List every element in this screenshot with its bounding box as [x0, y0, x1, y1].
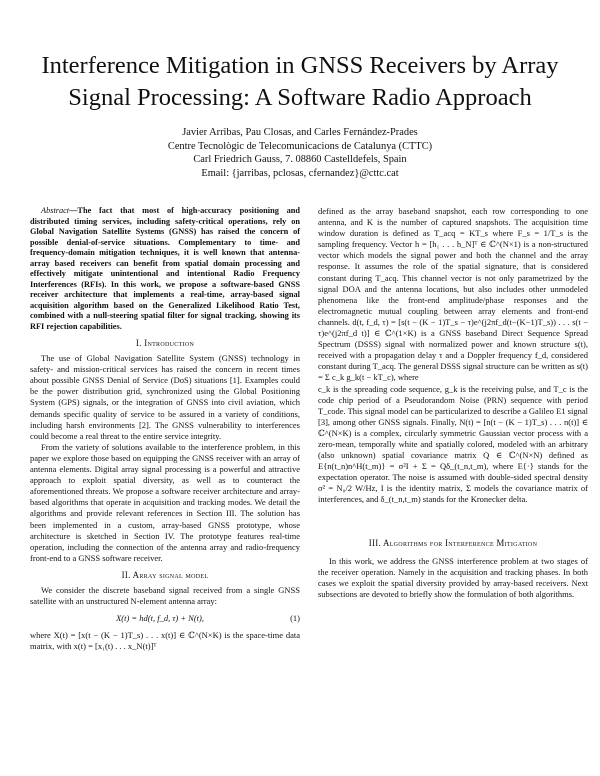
author-names: Javier Arribas, Pau Closas, and Carles Fernández-Prades: [182, 127, 418, 138]
section-heading-introduction: I. Introduction: [135, 338, 195, 348]
paper-title: Interference Mitigation in GNSS Receivers by Array Signal Processing: A Software Radio Approach: [41, 52, 559, 111]
algorithms-paragraph-1: In this work, we address the GNSS interference problem at two stages of the receiver operation. Namely in the acquisition and tracking phases. In both cases we exploit the spatial diversity provided by array-based receivers. Next subsections are devoted to briefly show the formulation of both algorithms.: [318, 555, 588, 599]
section-heading-signal-model: II. Array signal model: [121, 569, 209, 580]
email: Email: {jarribas, pclosas, cfernandez}@cttc.cat: [201, 167, 399, 179]
abstract-lead: Abstract: [41, 206, 70, 215]
affiliation: Centre Tecnològic de Telecomunicacions de Catalunya (CTTC): [167, 140, 433, 152]
equation-1: [30, 613, 300, 624]
equation-body: X(t) = hd(t, f_d, τ) + N(t),: [116, 613, 204, 624]
intro-paragraph-1: The use of Global Navigation Satellite System (GNSS) technology in safety- and mission-critical services has raised the concern in recent times about possible GNSS Denial of Service (DoS) situations [1]. Examples could be the power distribution grid, synchronized using the Global Positioning System (GPS) signals, or the integration of GNSS into civil aviation, which demands specific quality of service to be assured in a variety of conditions, including harsh environments [2]. The GNSS vulnerability to interferences could become a real threat to the entire service integrity.: [30, 353, 300, 441]
address: Carl Friedrich Gauss, 7. 08860 Castelldefels, Spain: [193, 154, 407, 165]
abstract: [30, 206, 300, 332]
section-heading-algorithms: III. Algorithms for Interference Mitigation: [368, 537, 538, 548]
right-paragraph-1: defined as the array baseband snapshot, each row corresponding to one antenna, and K is the number of captured snapshots. The acquisition time window duration is defined as T_acq = KT_s where F_s = 1/T_s is the sampling frequency. Vector h = [h₁ . . . h_N]ᵀ ∈ ℂ^(N×1) is a non-structured vector which models the signal power and both the channel and the array response. It assumes the role of the spatial signature, that is considered constant during T_acq. This channel vector is not only parametrized by the signal DOA and the antenna locations, but also includes other unmodeled phenomena like the front-end amplitude/phase responses and the electromagnetic mutual coupling between array elements and front-end channels. d(t, f_d, τ) = [s(t − (K − 1)T_s − τ)e^(j2πf_d(t−(K−1)T_s)) . . . s(t − τ)e^(j2πf_d t)] ∈ ℂ^(1×K) is a GNSS baseband Direct Sequence Spread Spectrum (DSSS) signal with normalized power and known structure s(t), received with a propagation delay τ and a Doppler frequency f_d, considered constant during T_acq. The general DSSS signal structure can be written as s(t) = Σ c_k g_k(t − kT_c), where: [318, 206, 588, 383]
equation-number: (1): [290, 613, 300, 624]
right-column: [318, 206, 588, 600]
intro-paragraph-2: From the variety of solutions available to the interference problem, in this paper we explore those based on equipping the GNSS receiver with an array of antenna elements. Digital array signal processing is a powerful and attractive approach to exploit spatial diversity, as well as to counteract the aforementioned threats. We propose a software receiver architecture and array-based algorithms that operate in acquisition and tracking modes. We detail the algorithms and provide relevant references in Section III. The solution has been implemented in a custom, array-based GNSS prototype, whose architecture is sketched in Section IV. The prototype features real-time operation, including the connection of the antenna array and radio-frequency front-end to a GNSS software receiver.: [30, 441, 300, 563]
abstract-text: —The fact that most of high-accuracy positioning and distributed timing services, including safety-critical operations, rely on Global Navigation Satellite Systems (GNSS) has raised the concern of possible denial-of-service situations. Complementary to time- and frequency-domain mitigation techniques, it is well known that antenna-array based receivers can benefit from spatial domain processing and effectively mitigate unintentional and intentional Radio Frequency Interferences (RFIs). In this work, we propose a software-based GNSS receiver architecture that implements a real-time, array-based signal acquisition algorithm based on the Generalized Likelihood Ratio Test, combined with a null-steering spatial filter for signal tracking, showing its RFI rejection capabilities.: [30, 206, 300, 331]
right-paragraph-2: c_k is the spreading code sequence, g_k is the receiving pulse, and T_c is the code chip period of a Pseudorandom Noise (PRN) sequence with period T_code. This signal model can be particularized to describe a Galileo E1 signal [3], among other GNSS signals. Finally, N(t) = [n(t − (K − 1)T_s) . . . n(t)] ∈ ℂ^(N×K) is a complex, circularly symmetric Gaussian vector process with a zero-mean, temporally white and spatially colored, modeled with an arbitrary (also unknown) spatial covariance matrix Q ∈ ℂ^(N×N) defined as E{n(t_n)n^H(t_m)} = σ²I + Σ = Qδ_(t_n,t_m), where E{·} stands for the expectation operator. The noise is assumed with double-sided spectral density σ² = N₀/2 W/Hz, I is the identity matrix, Σ models the covariance matrix of interferences, and δ_(t_n,t_m) stands for the Kronecker delta.: [318, 383, 588, 505]
left-column: [30, 206, 300, 652]
author-block: [40, 126, 560, 180]
spacer: [318, 506, 588, 532]
model-paragraph-1: We consider the discrete baseband signal received from a single GNSS satellite with an unstructured N-element antenna array:: [30, 584, 300, 607]
model-paragraph-2: where X(t) = [x(t − (K − 1)T_s) . . . x(t)] ∈ ℂ^(N×K) is the space-time data matrix, with x(t) = [x₁(t) . . . x_N(t)]ᵀ: [30, 630, 300, 652]
